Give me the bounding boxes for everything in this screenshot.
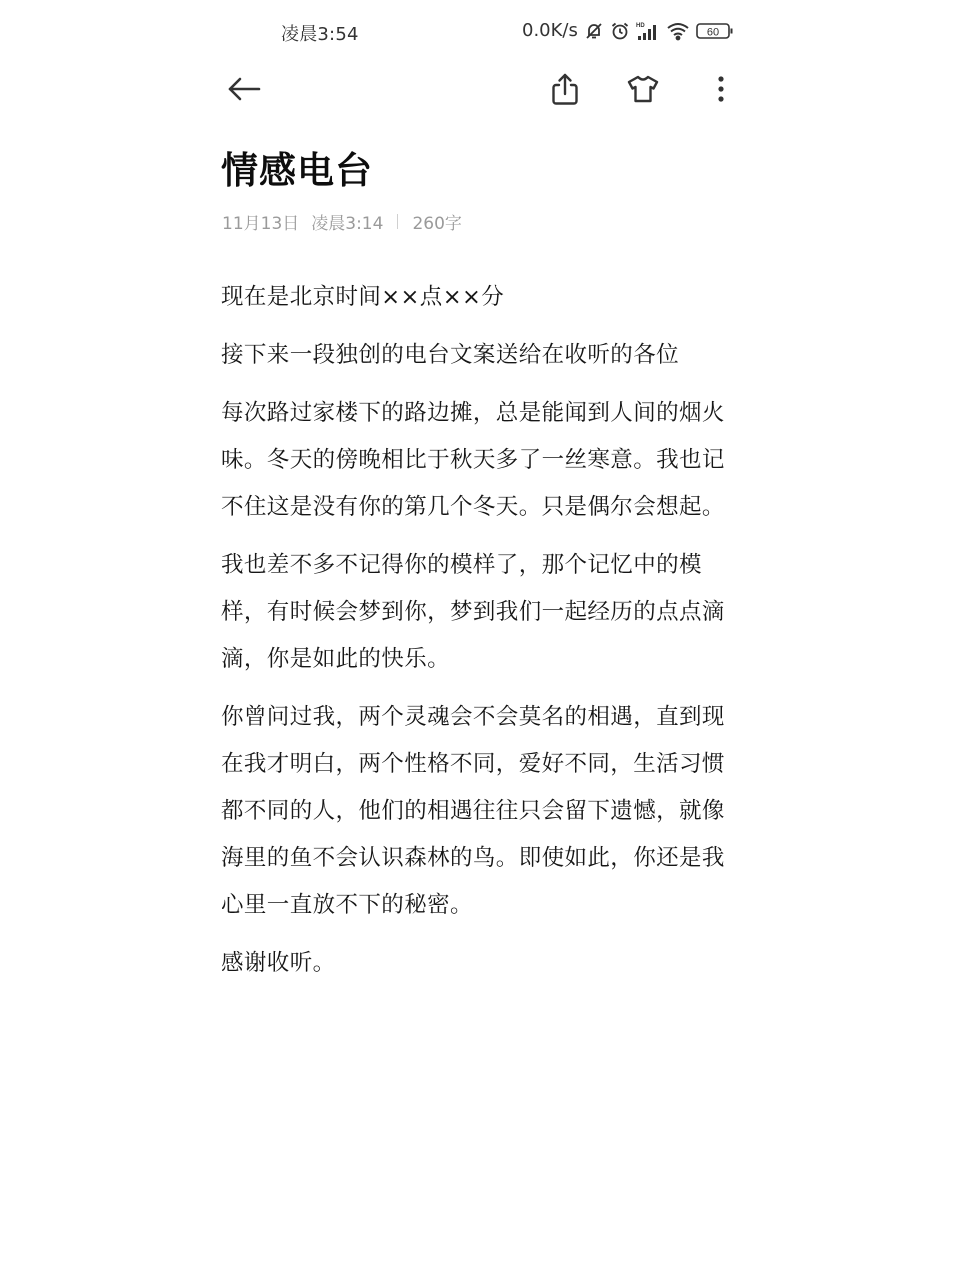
bell-muted-icon [584, 21, 604, 41]
alarm-icon [610, 21, 630, 41]
note-toolbar [0, 66, 960, 118]
share-icon [550, 72, 580, 110]
theme-button[interactable] [618, 66, 668, 116]
meta-divider [397, 214, 398, 229]
hd-signal-icon [636, 21, 660, 41]
note-date: 11月13日 [222, 214, 300, 234]
tshirt-icon [626, 74, 660, 108]
note-body[interactable] [221, 274, 741, 998]
battery-icon [696, 21, 734, 41]
status-bar [0, 18, 960, 48]
wifi-icon [666, 21, 690, 41]
share-button[interactable] [540, 66, 590, 116]
paragraph: 你曾问过我，两个灵魂会不会莫名的相遇，直到现在我才明白，两个性格不同，爱好不同，生活习惯都不同的人，他们的相遇往往只会留下遗憾，就像海里的鱼不会认识森林的鸟。即使如此，你还是我心里一直放不下的秘密。 [221, 704, 725, 918]
paragraph: 接下来一段独创的电台文案送给在收听的各位 [221, 342, 680, 368]
arrow-left-icon [226, 74, 262, 108]
svg-text:60: 60 [706, 26, 719, 38]
note-meta [222, 209, 462, 234]
note-time: 凌晨3:14 [311, 214, 384, 234]
status-time: 凌晨3:54 [281, 24, 359, 45]
paragraph: 感谢收听。 [221, 950, 336, 976]
more-vertical-icon [716, 74, 726, 108]
paragraph: 每次路过家楼下的路边摊，总是能闻到人间的烟火味。冬天的傍晚相比于秋天多了一丝寒意。我也记不住这是没有你的第几个冬天。只是偶尔会想起。 [221, 400, 725, 520]
network-speed: 0.0K/s [522, 20, 578, 41]
svg-text:HD: HD [635, 22, 645, 29]
note-title[interactable]: 情感电台 [221, 149, 373, 192]
more-button[interactable] [696, 66, 746, 116]
word-count: 260字 [412, 214, 462, 234]
paragraph: 我也差不多不记得你的模样了，那个记忆中的模样，有时候会梦到你，梦到我们一起经历的点点滴滴，你是如此的快乐。 [221, 552, 725, 672]
status-indicators [522, 20, 734, 41]
paragraph: 现在是北京时间××点××分 [221, 284, 505, 310]
back-button[interactable] [219, 66, 269, 116]
